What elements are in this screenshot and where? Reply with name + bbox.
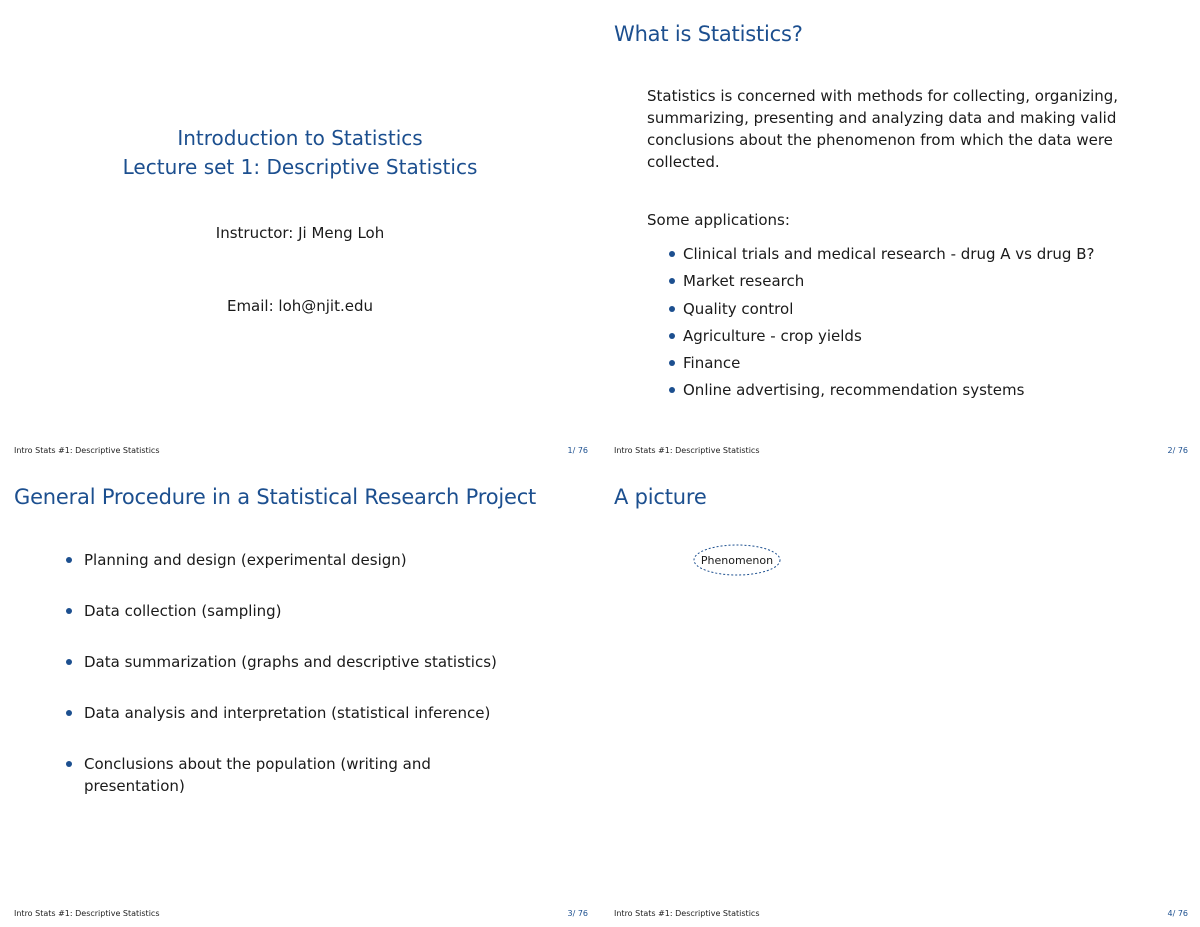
slide-footer xyxy=(14,909,588,923)
instructor-name: Instructor: Ji Meng Loh xyxy=(215,224,385,242)
slide-1 xyxy=(0,0,600,460)
bullet-icon xyxy=(66,557,72,563)
bullet-icon xyxy=(669,387,675,393)
applications-list xyxy=(647,243,1094,407)
list-item xyxy=(647,270,1094,297)
list-item xyxy=(647,243,1094,270)
lecture-title xyxy=(0,124,600,182)
list-item-text: Agriculture - crop yields xyxy=(683,326,862,345)
list-item-text: Data collection (sampling) xyxy=(84,602,282,620)
list-item xyxy=(647,325,1094,352)
bullet-icon xyxy=(66,608,72,614)
page-number: 2/ 76 xyxy=(1167,446,1188,455)
statistics-definition: Statistics is concerned with methods for collecting, organizing, summarizing, presenting and analyzing data and making valid conclusions about the phenomenon from which the data were collected. xyxy=(647,87,1119,171)
list-item-text: Market research xyxy=(683,272,805,291)
phenomenon-label: Phenomenon xyxy=(700,554,774,567)
bullet-icon xyxy=(66,659,72,665)
lecture-subtitle: Lecture set 1: Descriptive Statistics xyxy=(122,155,478,179)
list-item-text: Planning and design (experimental design) xyxy=(84,551,407,569)
slide-4 xyxy=(600,463,1200,923)
instructor-email: Email: loh@njit.edu xyxy=(226,297,374,315)
slide-title: A picture xyxy=(614,485,707,509)
list-item-text: Online advertising, recommendation systems xyxy=(683,381,1025,400)
slide-2 xyxy=(600,0,1200,460)
bullet-icon xyxy=(669,306,675,312)
slide-title: What is Statistics? xyxy=(614,22,803,46)
bullet-icon xyxy=(66,710,72,716)
list-item xyxy=(647,352,1094,379)
procedure-list xyxy=(62,549,524,826)
list-item xyxy=(62,702,524,724)
list-item xyxy=(647,379,1094,406)
list-item-text: Quality control xyxy=(683,299,794,318)
picture-diagram xyxy=(600,463,1200,903)
list-item-text: Data summarization (graphs and descriptive statistics) xyxy=(84,653,497,671)
bullet-icon xyxy=(669,278,675,284)
bullet-icon xyxy=(66,761,72,767)
list-item-text: Conclusions about the population (writing and presentation) xyxy=(84,755,431,795)
footer-title: Intro Stats #1: Descriptive Statistics xyxy=(14,446,160,455)
bullet-icon xyxy=(669,333,675,339)
list-item xyxy=(647,298,1094,325)
list-item xyxy=(62,600,524,622)
footer-title: Intro Stats #1: Descriptive Statistics xyxy=(614,446,760,455)
slide-title: General Procedure in a Statistical Research Project xyxy=(14,485,537,509)
slide-footer xyxy=(614,909,1188,923)
page-number: 1/ 76 xyxy=(567,446,588,455)
course-title: Introduction to Statistics xyxy=(177,126,423,150)
footer-title: Intro Stats #1: Descriptive Statistics xyxy=(14,909,160,918)
phenomenon-node xyxy=(694,545,780,575)
bullet-icon xyxy=(669,360,675,366)
footer-title: Intro Stats #1: Descriptive Statistics xyxy=(614,909,760,918)
page-number: 4/ 76 xyxy=(1167,909,1188,918)
list-item-text: Data analysis and interpretation (statistical inference) xyxy=(84,704,491,722)
list-item xyxy=(62,549,524,571)
bullet-icon xyxy=(669,251,675,257)
slide-3 xyxy=(0,463,600,923)
applications-heading: Some applications: xyxy=(647,211,790,229)
slide-footer xyxy=(14,446,588,460)
slide-footer xyxy=(614,446,1188,460)
list-item-text: Finance xyxy=(683,354,741,373)
list-item xyxy=(62,651,524,673)
page-number: 3/ 76 xyxy=(567,909,588,918)
list-item xyxy=(62,753,524,797)
list-item-text: Clinical trials and medical research - drug A vs drug B? xyxy=(683,245,1095,263)
